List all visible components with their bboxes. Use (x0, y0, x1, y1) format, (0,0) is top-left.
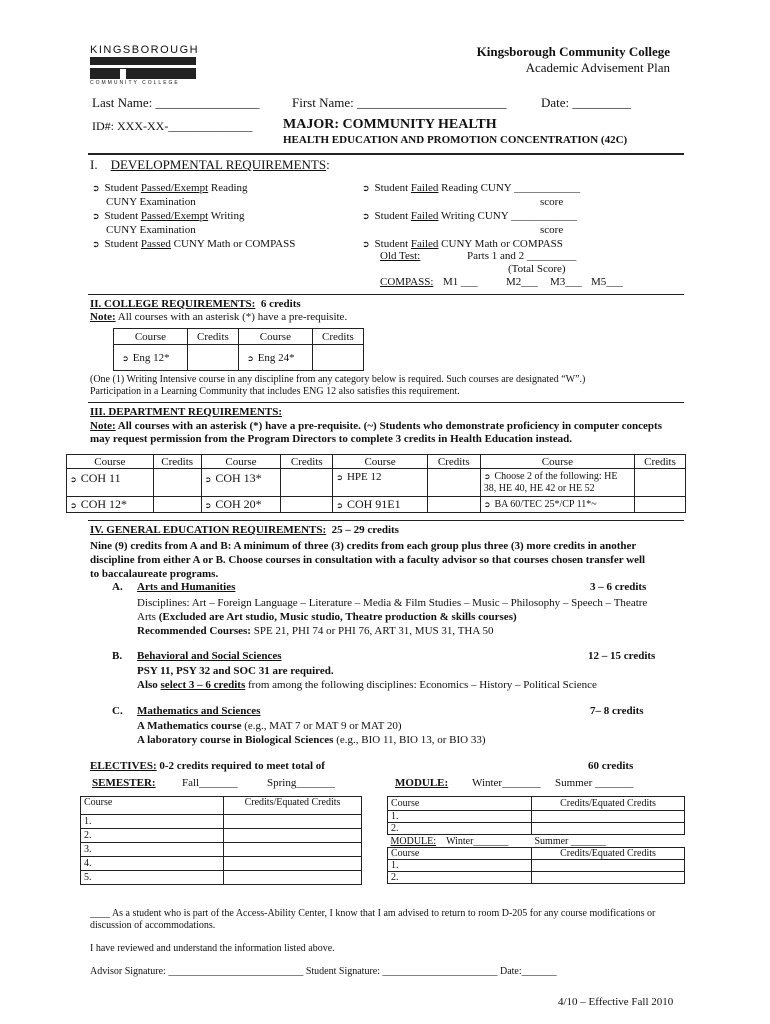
college-name: Kingsborough Community College (476, 44, 670, 59)
divider (88, 153, 684, 155)
list-item: ➲ Student Passed CUNY Math or COMPASS (92, 237, 295, 251)
m2-field[interactable]: M2___ (506, 276, 538, 288)
table-row: ➲ COH 12* ➲ COH 20* ➲ COH 91E1 ➲ BA 60/TEC 25*/CP 11*~ (67, 497, 686, 513)
winter-field[interactable]: Winter_______ (472, 777, 541, 789)
module2-row: MODULE: Winter_______ Summer _______ (390, 835, 606, 847)
module-label: MODULE: (395, 777, 449, 789)
credits-cell[interactable] (153, 469, 201, 497)
table-header-row: Course Credits/Equated Credits (81, 797, 362, 815)
total-score-label: (Total Score) (508, 263, 566, 275)
dept-req-table (66, 454, 686, 513)
gen-ed-c-details: A Mathematics course (e.g., MAT 7 or MAT 9 or MAT 20) A laboratory course in Biological Sciences (e.g., BIO 11, BIO 13, or BIO 33) (137, 720, 486, 746)
m5-field[interactable]: M5___ (591, 276, 623, 288)
learning-community-note: Participation in a Learning Community that includes ENG 12 also satisfies this requirement. (90, 386, 460, 397)
table-row: ➲ COH 11 ➲ COH 13* ➲ HPE 12 ➲ Choose 2 of the following: HE 38, HE 40, HE 42 or HE 52 (67, 469, 686, 497)
m1-field[interactable]: M1 ___ (443, 276, 478, 288)
reviewed-statement: I have reviewed and understand the information listed above. (90, 943, 335, 954)
gen-ed-b-label: B. (112, 650, 123, 662)
logo-graphic (90, 57, 196, 79)
table-row: 1. (81, 815, 362, 829)
concentration: HEALTH EDUCATION AND PROMOTION CONCENTRATION (42C) (283, 134, 628, 146)
logo-subtext: COMMUNITY COLLEGE (90, 80, 180, 86)
credits-cell[interactable] (427, 469, 480, 497)
gen-ed-c-credits: 7– 8 credits (590, 705, 644, 717)
gen-ed-b-credits: 12 – 15 credits (588, 650, 656, 662)
access-ability-note-2: discussion of accommodations. (90, 920, 216, 931)
gen-ed-a-label: A. (112, 581, 123, 593)
table-row: 2. (81, 829, 362, 843)
credits-cell[interactable] (312, 345, 363, 371)
table-header-row: Course Credits Course Credits Course Credits Course Credits (67, 455, 686, 469)
gen-ed-a-title: Arts and Humanities (137, 581, 236, 593)
electives-total: 60 credits (588, 760, 634, 772)
signature-line[interactable]: Advisor Signature: ___________________________ Student Signature: _______________________ Date:_______ (90, 966, 557, 977)
gen-ed-b-details: PSY 11, PSY 32 and SOC 31 are required. Also select 3 – 6 credits from among the following disciplines: Economics – History – Political Science (137, 665, 597, 691)
college-req-note: Note: All courses with an asterisk (*) have a pre-requisite. (90, 311, 348, 323)
table-header-row: Course Credits/Equated Credits (388, 848, 685, 860)
gen-ed-c-label: C. (112, 705, 123, 717)
gen-ed-intro: Nine (9) credits from A and B: A minimum of three (3) credits from each group plus three (3) more credits in another discipline from either A or B. Choose courses in consultation with a faculty advisor so that courses chosen transfer well to baccalaureate programs. (90, 540, 646, 580)
semester-label: SEMESTER: (92, 777, 156, 789)
table-row: 1. (388, 811, 685, 823)
gen-ed-a-credits: 3 – 6 credits (590, 581, 647, 593)
credits-cell[interactable] (635, 469, 686, 497)
m3-field[interactable]: M3___ (550, 276, 582, 288)
logo-text: KINGSBOROUGH (90, 44, 200, 56)
writing-intensive-note: (One (1) Writing Intensive course in any discipline from any category below is required. Such courses are designated “W”.) (90, 374, 586, 385)
college-logo (90, 44, 200, 86)
id-field[interactable]: ID#: XXX-XX-______________ (92, 119, 253, 133)
list-item: ➲ Student Failed Writing CUNY ____________ (362, 209, 580, 223)
table-row: ➲ Eng 12* ➲ Eng 24* (114, 345, 364, 371)
list-item: ➲ Student Passed/Exempt Writing (92, 209, 295, 223)
credits-cell[interactable] (281, 469, 333, 497)
college-req-table (113, 328, 364, 371)
fall-field[interactable]: Fall_______ (182, 777, 238, 789)
list-item: ➲ Student Failed CUNY Math or COMPASS (362, 237, 580, 251)
list-item: ➲ Student Failed Reading CUNY ____________ (362, 181, 580, 195)
table-row: 4. (81, 857, 362, 871)
dev-passed-list: ➲ Student Passed/Exempt Reading CUNY Examination ➲ Student Passed/Exempt Writing CUNY Examination ➲ Student Passed CUNY Math or COMPASS (92, 181, 295, 251)
college-req-heading: II. COLLEGE REQUIREMENTS: 6 credits (90, 298, 301, 310)
table-header-row: Course Credits/Equated Credits (388, 797, 685, 811)
semester-table (80, 796, 362, 885)
dept-req-note: Note: All courses with an asterisk (*) have a pre-requisite. (~) Students who demonstrate proficiency in computer concepts (90, 420, 662, 432)
table-header-row: Course Credits Course Credits (114, 329, 364, 345)
major: MAJOR: COMMUNITY HEALTH (283, 117, 497, 132)
dev-failed-list: ➲ Student Failed Reading CUNY ____________ score ➲ Student Failed Writing CUNY ____________ score ➲ Student Failed CUNY Math or COMPASS (362, 181, 580, 251)
credits-cell[interactable] (427, 497, 480, 513)
table-row: 1. (388, 860, 685, 872)
summer2-field[interactable]: Summer _______ (534, 835, 606, 847)
divider (88, 520, 684, 521)
compass-label: COMPASS: (380, 276, 434, 288)
table-row: 3. (81, 843, 362, 857)
divider (88, 294, 684, 295)
table-row: 2. (388, 823, 685, 835)
parts-field[interactable]: Parts 1 and 2 _________ (467, 250, 577, 262)
summer-field[interactable]: Summer _______ (555, 777, 634, 789)
dept-req-note-2: may request permission from the Program Directors to complete 3 credits in Health Education instead. (90, 433, 573, 445)
credits-cell[interactable] (281, 497, 333, 513)
module-table (387, 796, 685, 884)
plan-title: Academic Advisement Plan (525, 60, 670, 75)
dev-heading: I. DEVELOPMENTAL REQUIREMENTS: (90, 157, 330, 172)
old-test-label: Old Test: (380, 250, 421, 262)
last-name-field[interactable]: Last Name: ________________ (92, 95, 260, 110)
spring-field[interactable]: Spring_______ (267, 777, 335, 789)
gen-ed-c-title: Mathematics and Sciences (137, 705, 261, 717)
credits-cell[interactable] (635, 497, 686, 513)
gen-ed-heading: IV. GENERAL EDUCATION REQUIREMENTS: 25 – 29 credits (90, 524, 399, 536)
table-row: 2. (388, 872, 685, 884)
table-row: 5. (81, 871, 362, 885)
credits-cell[interactable] (153, 497, 201, 513)
electives-heading: ELECTIVES: 0-2 credits required to meet total of (90, 760, 325, 772)
divider (88, 402, 684, 403)
date-field[interactable]: Date: _________ (541, 95, 631, 110)
credits-cell[interactable] (187, 345, 238, 371)
gen-ed-b-title: Behavioral and Social Sciences (137, 650, 282, 662)
gen-ed-a-details: Disciplines: Art – Foreign Language – Literature – Media & Film Studies – Music – Philosophy – Speech – Theatre Arts (Excluded are Art studio, Music studio, Theatre production & skills courses) Recommended Courses: SPE 21, PHI 74 or PHI 76, ART 31, MUS 31, THA 50 (137, 597, 648, 637)
first-name-field[interactable]: First Name: _______________________ (292, 95, 507, 110)
version: 4/10 – Effective Fall 2010 (558, 996, 674, 1008)
winter2-field[interactable]: Winter_______ (446, 835, 509, 847)
access-ability-note: ____ As a student who is part of the Access-Ability Center, I know that I am advised to return to room D-205 for any course modifications or (90, 908, 656, 919)
list-item: ➲ Student Passed/Exempt Reading (92, 181, 295, 195)
dept-req-heading: III. DEPARTMENT REQUIREMENTS: (90, 406, 283, 418)
